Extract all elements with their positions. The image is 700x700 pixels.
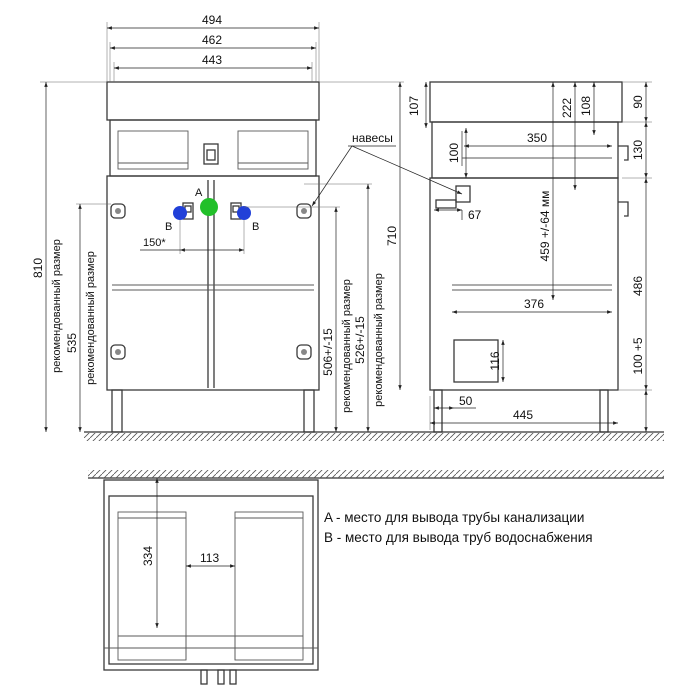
legend-a: A - место для вывода трубы канализации — [324, 510, 585, 525]
plan-drawer-right — [235, 512, 303, 660]
water-pipe-b-left — [173, 206, 187, 220]
side-view — [407, 82, 652, 432]
side-leg-left — [434, 390, 442, 432]
dim-107: 107 — [407, 95, 421, 117]
dim-810: 810 — [31, 257, 45, 279]
handle-icon-bottom — [618, 202, 628, 216]
legend — [324, 510, 593, 545]
dim-50: 50 — [459, 394, 473, 408]
dim-334: 334 — [141, 545, 155, 567]
water-pipe-b-right — [237, 206, 251, 220]
floor-line-upper — [84, 432, 664, 441]
rec-size-label-2: рекомендованный размер — [85, 251, 97, 385]
dim-443: 443 — [202, 53, 223, 67]
label-b-right: B — [252, 221, 260, 233]
rec-size-label-3: рекомендованный размер — [341, 279, 353, 413]
dim-90: 90 — [631, 95, 645, 109]
hinges-label: навесы — [352, 131, 393, 145]
dim-116: 116 — [488, 351, 502, 371]
side-countertop — [430, 82, 622, 122]
dim-494: 494 — [202, 13, 223, 27]
dim-113: 113 — [200, 551, 220, 565]
front-leg-right — [304, 390, 314, 432]
dim-526: 526+/-15 — [353, 316, 367, 364]
dim-222: 222 — [560, 97, 574, 119]
dim-506: 506+/-15 — [321, 328, 335, 376]
dim-150: 150* — [143, 237, 166, 249]
front-upper-drawer — [110, 120, 316, 176]
dim-130: 130 — [631, 139, 645, 161]
siphon-icon — [204, 144, 218, 164]
front-view — [31, 13, 462, 432]
dim-486: 486 — [631, 275, 645, 297]
front-leg-left — [112, 390, 122, 432]
legend-b: B - место для вывода труб водоснабжения — [324, 530, 593, 545]
rec-size-label-1: рекомендованный размер — [51, 239, 63, 373]
front-countertop — [107, 82, 319, 120]
label-a: A — [195, 187, 203, 199]
sewer-pipe-a — [200, 198, 218, 216]
dim-459: 459 +/-64 мм — [538, 190, 552, 262]
plan-cabinet-outline — [104, 480, 318, 670]
plan-view — [88, 470, 664, 684]
hinge-icon-bottom-left — [111, 345, 125, 359]
dim-710: 710 — [385, 225, 399, 247]
label-b-left: B — [165, 221, 173, 233]
hinge-icon-top-right — [297, 204, 311, 218]
dim-67: 67 — [468, 208, 482, 222]
dim-376: 376 — [524, 297, 545, 311]
dim-350: 350 — [527, 131, 548, 145]
plan-drawer-left — [118, 512, 186, 660]
dim-100: 100 — [447, 142, 461, 164]
dim-108: 108 — [579, 95, 593, 117]
dim-462: 462 — [202, 33, 223, 47]
hinge-icon-top-left — [111, 204, 125, 218]
side-leg-right — [600, 390, 608, 432]
hinge-icon-bottom-right — [297, 345, 311, 359]
side-hinge-icon — [456, 186, 470, 202]
dim-535: 535 — [65, 332, 79, 354]
handle-icon-top — [618, 146, 628, 160]
rec-size-label-4: рекомендованный размер — [373, 273, 385, 407]
dim-445: 445 — [513, 408, 534, 422]
dim-100-5: 100 +5 — [631, 337, 645, 375]
